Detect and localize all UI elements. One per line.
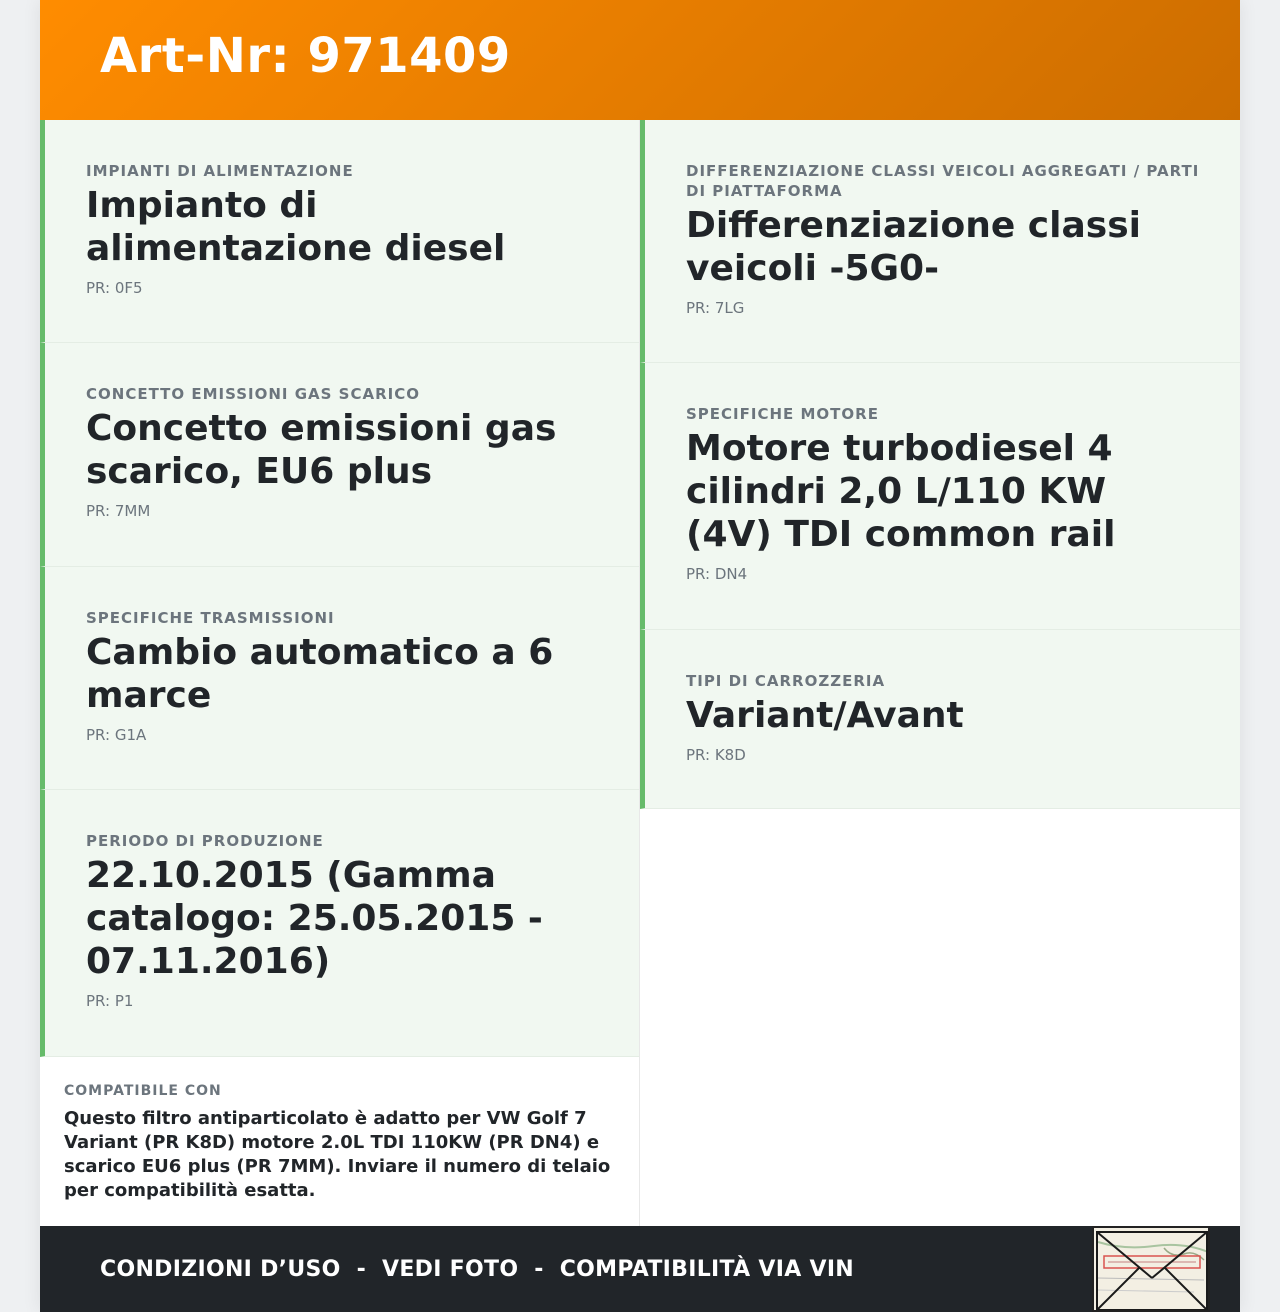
spec-card-value: Differenziazione classi veicoli -5G0-	[686, 205, 1141, 289]
spec-card-value: Impianto di alimentazione diesel	[86, 185, 506, 269]
spec-card-vehicle-class	[640, 120, 1240, 363]
page-title: Art-Nr: 971409	[100, 28, 511, 84]
spec-card-label: PERIODO DI PRODUZIONE	[86, 832, 324, 850]
spec-card-value: 22.10.2015 (Gamma catalogo: 25.05.2015 - 07.11.2016)	[86, 855, 543, 982]
left-column	[40, 120, 640, 1226]
spec-card-label: CONCETTO EMISSIONI GAS SCARICO	[86, 385, 420, 403]
spec-card-engine	[640, 363, 1240, 630]
spec-card-emissions	[40, 343, 639, 567]
spec-card-production-period	[40, 790, 639, 1057]
footer-separator: -	[534, 1256, 544, 1282]
spec-card-fuel-system	[40, 120, 639, 343]
spec-card-value: Variant/Avant	[686, 695, 964, 736]
envelope-icon	[1094, 1228, 1210, 1312]
spec-card-label: SPECIFICHE TRASMISSIONI	[86, 609, 335, 627]
document-photo-thumbnail[interactable]	[1092, 1226, 1210, 1312]
spec-card-pr-code: PR: 7MM	[86, 502, 151, 520]
spec-card-value: Motore turbodiesel 4 cilindri 2,0 L/110 KW (4V) TDI common rail	[686, 428, 1116, 555]
spec-card-label: SPECIFICHE MOTORE	[686, 405, 879, 423]
spec-card-pr-code: PR: K8D	[686, 746, 746, 764]
spec-card-transmission	[40, 567, 639, 790]
spec-card-label: TIPI DI CARROZZERIA	[686, 672, 886, 690]
vin-compatibility-link[interactable]: COMPATIBILITÀ VIA VIN	[559, 1256, 855, 1282]
spec-card-body-type	[640, 630, 1240, 809]
page-header	[40, 0, 1240, 120]
spec-card-pr-code: PR: 0F5	[86, 279, 143, 297]
spec-card-pr-code: PR: G1A	[86, 726, 147, 744]
compatibility-label: COMPATIBILE CON	[64, 1083, 222, 1099]
spec-card-pr-code: PR: 7LG	[686, 299, 745, 317]
page	[40, 0, 1240, 1312]
compatibility-text: Questo filtro antiparticolato è adatto per VW Golf 7 Variant (PR K8D) motore 2.0L TDI 110KW (PR DN4) e scarico EU6 plus (PR 7MM). Inviare il numero di telaio per compatibilità esatta.	[64, 1108, 611, 1201]
footer-links	[100, 1257, 854, 1282]
view-photo-link[interactable]: VEDI FOTO	[382, 1256, 519, 1282]
spec-card-pr-code: PR: DN4	[686, 565, 748, 583]
right-column	[640, 120, 1240, 1226]
spec-card-value: Concetto emissioni gas scarico, EU6 plus	[86, 408, 557, 492]
spec-card-label: DIFFERENZIAZIONE CLASSI VEICOLI AGGREGATI / PARTI DI PIATTAFORMA	[686, 162, 1200, 200]
spec-card-value: Cambio automatico a 6 marce	[86, 632, 554, 716]
spec-card-label: IMPIANTI DI ALIMENTAZIONE	[86, 162, 354, 180]
page-footer	[40, 1226, 1240, 1312]
compatibility-section	[40, 1057, 639, 1203]
footer-separator: -	[356, 1256, 367, 1282]
terms-of-use-link[interactable]: CONDIZIONI D’USO	[100, 1256, 341, 1282]
spec-grid	[40, 120, 1240, 1226]
spec-card-pr-code: PR: P1	[86, 992, 134, 1010]
